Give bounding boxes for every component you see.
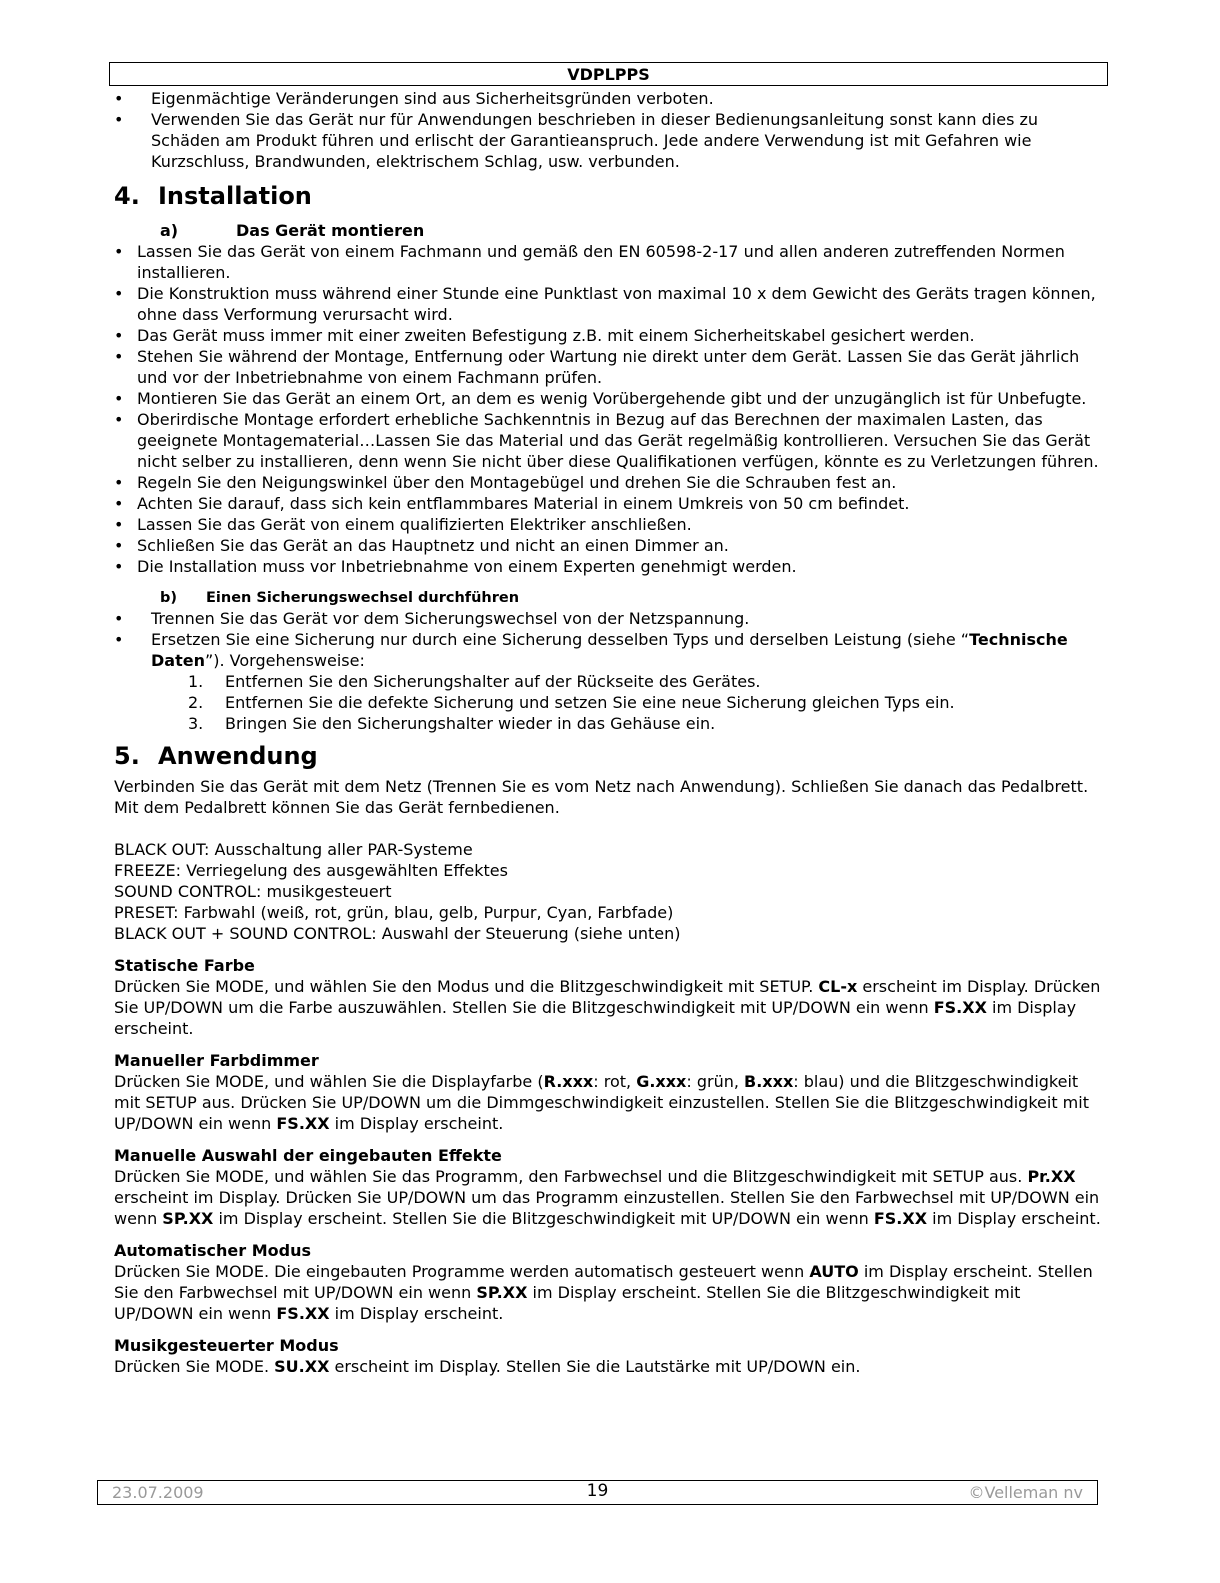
text-run: erscheint im Display. Drücken Sie UP/DOWN um die Farbe auszuwählen. Stellen Sie die Blitzgeschwindigkeit mit UP/DOWN ein wenn xyxy=(114,977,1101,1017)
list-item: • Lassen Sie das Gerät von einem Fachmann und gemäß den EN 60598-2-17 und allen anderen zutreffenden Normen installieren. xyxy=(114,241,1104,283)
fuse-bullet-list xyxy=(114,608,1104,671)
list-item: • Regeln Sie den Neigungswinkel über den Montagebügel und drehen Sie die Schrauben fest an. xyxy=(114,472,1104,493)
display-code: R.xxx xyxy=(543,1072,594,1091)
auto-mode-text xyxy=(114,1261,1104,1324)
list-item: • Lassen Sie das Gerät von einem qualifizierten Elektriker anschließen. xyxy=(114,514,1104,535)
static-color-text xyxy=(114,976,1104,1039)
text-run: erscheint im Display. Stellen Sie die Lautstärke mit UP/DOWN ein. xyxy=(329,1357,861,1376)
text-run: erscheint im Display. Drücken Sie UP/DOWN um das Programm einzustellen. Stellen Sie den Farbwechsel mit UP/DOWN ein wenn xyxy=(114,1188,1100,1228)
builtin-effects-heading: Manuelle Auswahl der eingebauten Effekte xyxy=(114,1146,502,1165)
page-footer xyxy=(97,1480,1098,1505)
step-text: Entfernen Sie den Sicherungshalter auf der Rückseite des Gerätes. xyxy=(225,672,761,691)
section-5-heading xyxy=(114,742,1104,770)
color-dimmer-heading: Manueller Farbdimmer xyxy=(114,1051,319,1070)
display-code: SP.XX xyxy=(476,1283,528,1302)
section-5-title: Anwendung xyxy=(158,742,318,770)
text-run: im Display erscheint. xyxy=(329,1114,504,1133)
color-dimmer-text xyxy=(114,1071,1104,1134)
page-content xyxy=(114,88,1104,1377)
list-item: • Eigenmächtige Veränderungen sind aus Sicherheitsgründen verboten. xyxy=(114,88,1104,109)
text-run: im Display erscheint. xyxy=(114,998,1077,1038)
display-code: FS.XX xyxy=(276,1304,330,1323)
list-item: • Achten Sie darauf, dass sich kein entflammbares Material in einem Umkreis von 50 cm befindet. xyxy=(114,493,1104,514)
step-text: Entfernen Sie die defekte Sicherung und setzen Sie eine neue Sicherung gleichen Typs ein. xyxy=(225,693,955,712)
list-item: • Oberirdische Montage erfordert erhebliche Sachkenntnis in Bezug auf das Berechnen der maximalen Lasten, das geeignete Montagematerial…Lassen Sie das Material und das Gerät regelmäßig kontrollieren. Versuchen Sie das Gerät nicht selber zu installieren, denn wenn Sie nicht über diese Qualifikationen verfügen, könnte es zu Verletzungen führen. xyxy=(114,409,1104,472)
function-item: PRESET: Farbwahl (weiß, rot, grün, blau, gelb, Purpur, Cyan, Farbfade) xyxy=(114,903,674,922)
list-item: • Trennen Sie das Gerät vor dem Sicherungswechsel von der Netzspannung. xyxy=(114,608,1104,629)
step-item xyxy=(114,671,1104,692)
text-run: im Display erscheint. xyxy=(927,1209,1101,1228)
display-code: G.xxx xyxy=(636,1072,687,1091)
list-item: • Die Konstruktion muss während einer Stunde eine Punktlast von maximal 10 x dem Gewicht des Geräts tragen können, ohne dass Verformung verursacht wird. xyxy=(114,283,1104,325)
function-list xyxy=(114,839,1104,944)
fuse-text-start: Ersetzen Sie eine Sicherung nur durch eine Sicherung desselben Typs und derselben Leistung (siehe “ xyxy=(151,630,970,649)
text-run: : grün, xyxy=(686,1072,745,1091)
fuse-steps-list xyxy=(114,671,1104,734)
display-code: FS.XX xyxy=(873,1209,928,1228)
text-run: : blau) und die Blitzgeschwindigkeit mit SETUP aus. Drücken Sie UP/DOWN um die Dimmgeschwindigkeit einzustellen. Stellen Sie die Blitzgeschwindigkeit mit UP/DOWN ein wenn xyxy=(114,1072,1089,1133)
page-number: 19 xyxy=(586,1481,609,1501)
mounting-bullet-list xyxy=(114,241,1104,577)
text-run: Drücken Sie MODE, und wählen Sie den Modus und die Blitzgeschwindigkeit mit SETUP. xyxy=(114,977,819,996)
display-code: Pr.XX xyxy=(1027,1167,1076,1186)
text-run: im Display erscheint. xyxy=(329,1304,504,1323)
function-item: BLACK OUT: Ausschaltung aller PAR-Systeme xyxy=(114,840,473,859)
footer-date: 23.07.2009 xyxy=(112,1483,204,1502)
list-item: • Die Installation muss vor Inbetriebnahme von einem Experten genehmigt werden. xyxy=(114,556,1104,577)
section-4-title: Installation xyxy=(158,182,312,210)
step-item xyxy=(114,692,1104,713)
list-item: • Stehen Sie während der Montage, Entfernung oder Wartung nie direkt unter dem Gerät. Lassen Sie das Gerät jährlich und vor der Inbetriebnahme von einem Fachmann prüfen. xyxy=(114,346,1104,388)
list-item xyxy=(114,629,1104,671)
function-item: SOUND CONTROL: musikgesteuert xyxy=(114,882,392,901)
text-run: im Display erscheint. Stellen Sie die Blitzgeschwindigkeit mit UP/DOWN ein wenn xyxy=(213,1209,874,1228)
subsection-a-heading xyxy=(160,220,1104,241)
function-item: BLACK OUT + SOUND CONTROL: Auswahl der Steuerung (siehe unten) xyxy=(114,924,681,943)
display-code: SP.XX xyxy=(162,1209,214,1228)
section-4-heading xyxy=(114,182,1104,210)
subsection-a-label: a) xyxy=(160,221,179,240)
display-code: SU.XX xyxy=(274,1357,330,1376)
technical-data-reference: Technische Daten xyxy=(151,630,1068,670)
step-number: 1. xyxy=(188,672,204,691)
list-item: • Das Gerät muss immer mit einer zweiten Befestigung z.B. mit einem Sicherheitskabel gesichert werden. xyxy=(114,325,1104,346)
subsection-a-title: Das Gerät montieren xyxy=(236,221,425,240)
text-run: Drücken Sie MODE. xyxy=(114,1357,275,1376)
header-model: VDPLPPS xyxy=(567,65,650,84)
subsection-b-label: b) xyxy=(160,590,178,606)
music-mode-heading: Musikgesteuerter Modus xyxy=(114,1336,339,1355)
display-code: FS.XX xyxy=(276,1114,330,1133)
music-mode-text xyxy=(114,1356,1104,1377)
section-4-number: 4. xyxy=(114,182,140,210)
section-5-intro: Verbinden Sie das Gerät mit dem Netz (Trennen Sie es vom Netz nach Anwendung). Schließen Sie danach das Pedalbrett. Mit dem Pedalbrett können Sie das Gerät fernbedienen. xyxy=(114,777,1089,817)
subsection-b-heading xyxy=(160,588,1104,608)
text-run: Drücken Sie MODE. Die eingebauten Programme werden automatisch gesteuert wenn xyxy=(114,1262,810,1281)
subsection-b-title: Einen Sicherungswechsel durchführen xyxy=(206,590,520,606)
builtin-effects-text xyxy=(114,1166,1104,1229)
step-item xyxy=(114,713,1104,734)
page-header xyxy=(109,62,1108,86)
step-text: Bringen Sie den Sicherungshalter wieder in das Gehäuse ein. xyxy=(225,714,716,733)
text-run: im Display erscheint. Stellen Sie die Blitzgeschwindigkeit mit UP/DOWN ein wenn xyxy=(114,1283,1021,1323)
fuse-text-end: ”). Vorgehensweise: xyxy=(204,651,365,670)
static-color-heading: Statische Farbe xyxy=(114,956,255,975)
text-run: im Display erscheint. Stellen Sie den Farbwechsel mit UP/DOWN ein wenn xyxy=(114,1262,1093,1302)
intro-bullet-list xyxy=(114,88,1104,172)
display-code: B.xxx xyxy=(744,1072,794,1091)
footer-copyright: ©Velleman nv xyxy=(968,1483,1083,1502)
section-5-number: 5. xyxy=(114,742,140,770)
step-number: 3. xyxy=(188,714,204,733)
list-item: • Schließen Sie das Gerät an das Hauptnetz und nicht an einen Dimmer an. xyxy=(114,535,1104,556)
step-number: 2. xyxy=(188,693,204,712)
display-code: CL-x xyxy=(818,977,858,996)
function-item: FREEZE: Verriegelung des ausgewählten Effektes xyxy=(114,861,508,880)
text-run: : rot, xyxy=(593,1072,637,1091)
list-item: • Montieren Sie das Gerät an einem Ort, an dem es wenig Vorübergehende gibt und der unzugänglich ist für Unbefugte. xyxy=(114,388,1104,409)
display-code: AUTO xyxy=(809,1262,859,1281)
text-run: Drücken Sie MODE, und wählen Sie das Programm, den Farbwechsel und die Blitzgeschwindigkeit mit SETUP aus. xyxy=(114,1167,1028,1186)
text-run: Drücken Sie MODE, und wählen Sie die Displayfarbe ( xyxy=(114,1072,544,1091)
display-code: FS.XX xyxy=(933,998,987,1017)
auto-mode-heading: Automatischer Modus xyxy=(114,1241,312,1260)
list-item: • Verwenden Sie das Gerät nur für Anwendungen beschrieben in dieser Bedienungsanleitung sonst kann dies zu Schäden am Produkt führen und erlischt der Garantieanspruch. Jede andere Verwendung ist mit Gefahren wie Kurzschluss, Brandwunden, elektrischem Schlag, usw. verbunden. xyxy=(114,109,1104,172)
